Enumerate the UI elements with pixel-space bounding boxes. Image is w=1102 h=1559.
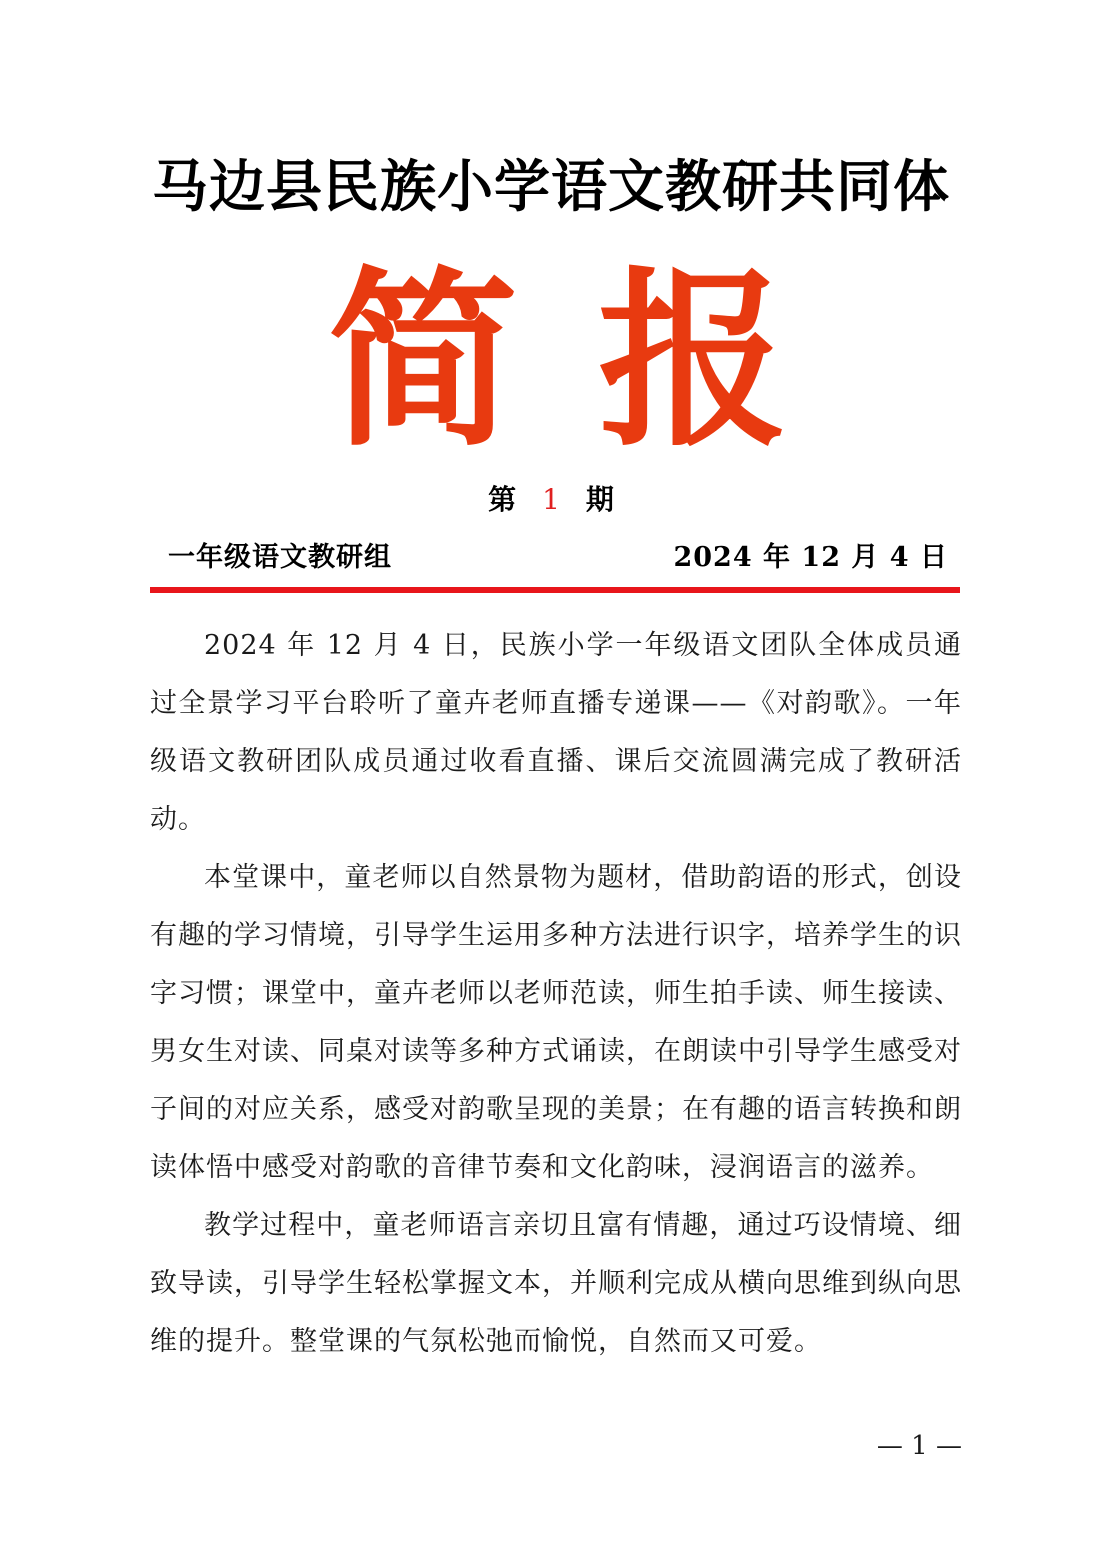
red-divider — [150, 587, 960, 593]
issue-suffix: 期 — [585, 483, 614, 516]
paragraph-2: 本堂课中，童老师以自然景物为题材，借助韵语的形式，创设有趣的学习情境，引导学生运用多种方法进行识字，培养学生的识字习惯；课堂中，童卉老师以老师范读，师生拍手读、师生接读、男女生对读、同桌对读等多种方式诵读，在朗读中引导学生感受对子间的对应关系，感受对韵歌呈现的美景；在有趣的语言转换和朗读体悟中感受对韵歌的音律节奏和文化韵味，浸润语言的滋养。 — [150, 862, 962, 1183]
issue-prefix: 第 — [488, 483, 517, 516]
article-body — [150, 617, 962, 1371]
paragraph-1: 2024 年 12 月 4 日，民族小学一年级语文团队全体成员通过全景学习平台聆听了童卉老师直播专递课——《对韵歌》。一年级语文教研团队成员通过收看直播、课后交流圆满完成了教研活动。 — [150, 630, 962, 835]
issue-line — [0, 478, 1102, 522]
group-name: 一年级语文教研组 — [168, 542, 392, 573]
issue-number: 1 — [542, 483, 560, 516]
meta-row — [168, 536, 948, 580]
publish-date: 2024 年 12 月 4 日 — [673, 542, 948, 573]
bulletin-title-char-1: 简 — [328, 251, 519, 472]
bulletin-title-char-2: 报 — [598, 251, 789, 472]
organization-title: 马边县民族小学语文教研共同体 — [152, 155, 950, 220]
page-number: — 1 — — [876, 1431, 962, 1461]
paragraph-3: 教学过程中，童老师语言亲切且富有情趣，通过巧设情境、细致导读，引导学生轻松掌握文本，并顺利完成从横向思维到纵向思维的提升。整堂课的气氛松弛而愉悦，自然而又可爱。 — [150, 1210, 962, 1357]
